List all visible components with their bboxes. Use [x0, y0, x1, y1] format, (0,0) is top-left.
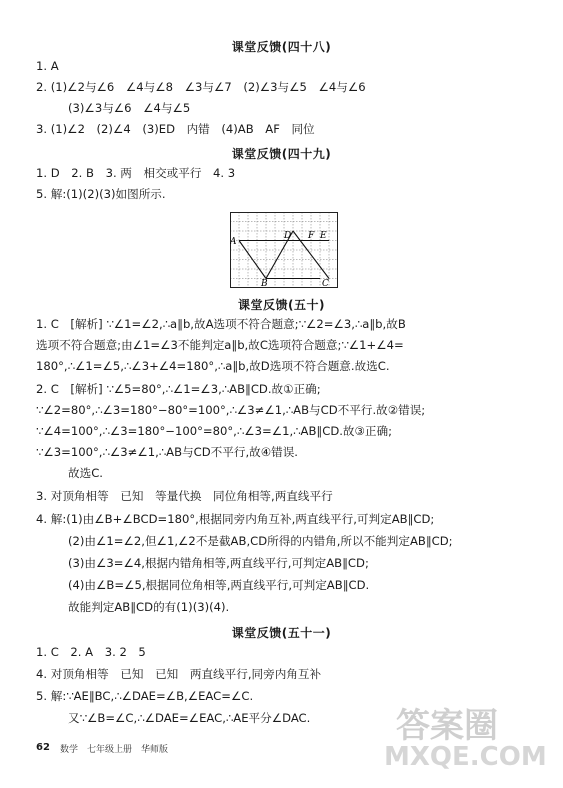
label-e: E: [320, 231, 327, 241]
answer-line: 3. 对顶角相等 已知 等量代换 同位角相等,两直线平行: [36, 489, 333, 503]
answer-line: 1. D 2. B 3. 两 相交或平行 4. 3: [36, 166, 236, 180]
answer-line: 4. 对顶角相等 已知 已知 两直线平行,同旁内角互补: [36, 667, 322, 681]
section-title-51: 课堂反馈(五十一): [231, 626, 332, 640]
watermark-url: MXQE.COM: [384, 742, 547, 772]
answer-line: 又∵∠B=∠C,∴∠DAE=∠EAC,∴AE平分∠DAC.: [68, 711, 311, 725]
answer-line: 2. C [解析] ∵∠5=80°,∴∠1=∠3,∴AB∥CD.故①正确;: [36, 382, 321, 396]
answer-line: 1. A: [36, 59, 59, 73]
label-a: A: [230, 237, 237, 247]
answer-line: 故能判定AB∥CD的有(1)(3)(4).: [68, 600, 230, 614]
page-number: 62: [36, 742, 50, 753]
label-f: F: [308, 231, 315, 241]
answer-line: 故选C.: [68, 466, 103, 480]
answer-line: 180°,∴∠1=∠5,∴∠3+∠4=180°,∴a∥b,故D选项不符合题意.故选C.: [36, 359, 390, 373]
section-title-50: 课堂反馈(五十): [238, 298, 325, 312]
watermark-logo: 答案圈: [396, 706, 498, 746]
label-d: D: [284, 231, 292, 241]
footer-text: 数学 七年级上册 华师版: [60, 745, 169, 755]
grid-figure: [230, 212, 338, 288]
answer-line: (2)由∠1=∠2,但∠1,∠2不是截AB,CD所得的内错角,所以不能判定AB∥CD;: [68, 534, 453, 548]
section-title-48: 课堂反馈(四十八): [231, 40, 332, 54]
label-c: C: [322, 279, 329, 288]
answer-line: 1. C [解析] ∵∠1=∠2,∴a∥b,故A选项不符合题意;∵∠2=∠3,∴a∥b,故B: [36, 317, 406, 331]
answer-line: (3)由∠3=∠4,根据内错角相等,两直线平行,可判定AB∥CD;: [68, 556, 369, 570]
answer-line: 选项不符合题意;由∠1=∠3不能判定a∥b,故C选项符合题意;∵∠1+∠4=: [36, 338, 404, 352]
answer-line: (4)由∠B=∠5,根据同位角相等,两直线平行,可判定AB∥CD.: [68, 578, 370, 592]
answer-line: 5. 解:(1)(2)(3)如图所示.: [36, 187, 166, 201]
answer-line: ∵∠4=100°,∴∠3=180°−100°=80°,∴∠3=∠1,∴AB∥CD.故③正确;: [36, 424, 393, 438]
label-b: B: [261, 279, 268, 288]
answer-line: 3. (1)∠2 (2)∠4 (3)ED 内错 (4)AB AF 同位: [36, 122, 315, 136]
answer-line: (3)∠3与∠6 ∠4与∠5: [68, 101, 191, 115]
answer-line: 1. C 2. A 3. 2 5: [36, 645, 146, 659]
section-title-49: 课堂反馈(四十九): [231, 147, 332, 161]
answer-line: ∵∠3=100°,∴∠3≠∠1,∴AB与CD不平行,故④错误.: [36, 445, 298, 459]
answer-line: 4. 解:(1)由∠B+∠BCD=180°,根据同旁内角互补,两直线平行,可判定AB∥CD;: [36, 512, 435, 526]
answer-line: 2. (1)∠2与∠6 ∠4与∠8 ∠3与∠7 (2)∠3与∠5 ∠4与∠6: [36, 80, 366, 94]
answer-line: 5. 解:∵AE∥BC,∴∠DAE=∠B,∠EAC=∠C.: [36, 689, 254, 703]
answer-line: ∵∠2=80°,∴∠3=180°−80°=100°,∴∠3≠∠1,∴AB与CD不平行.故②错误;: [36, 403, 426, 417]
